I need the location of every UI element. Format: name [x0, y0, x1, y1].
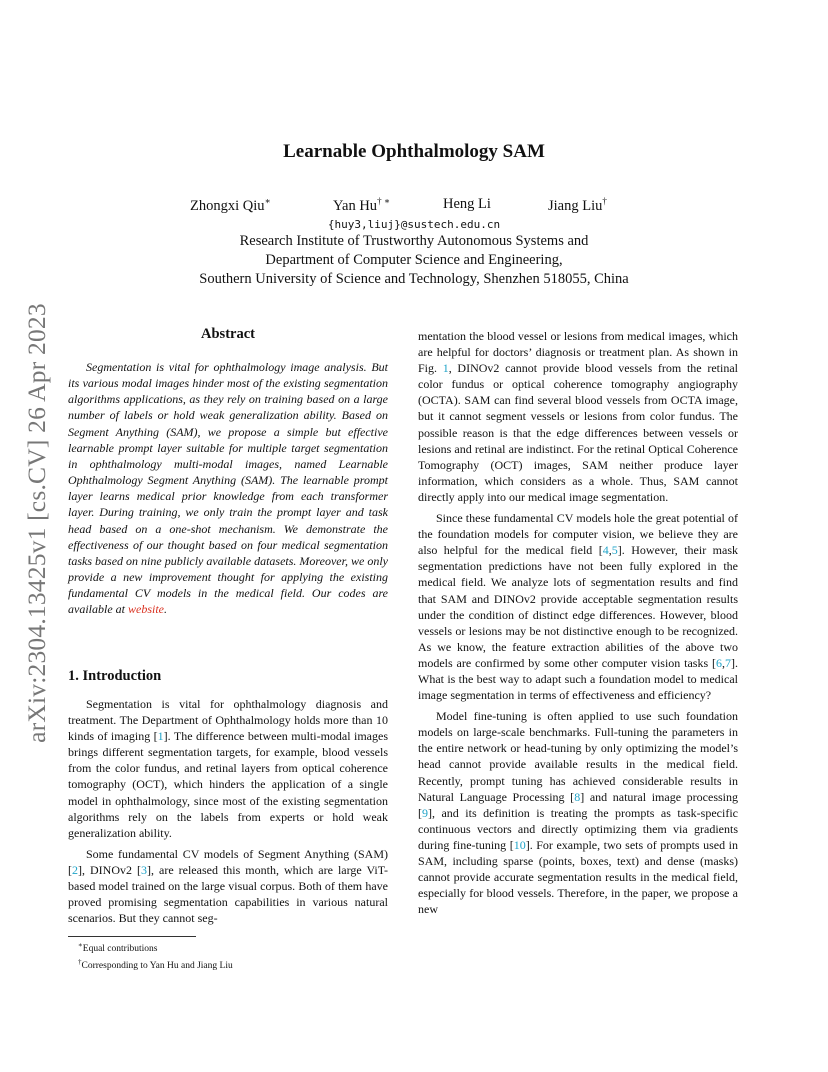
footnotes — [68, 939, 388, 972]
right-paragraph-2 — [418, 510, 738, 703]
footnote-equal-contribution — [68, 939, 388, 956]
code-website-link[interactable]: website — [128, 602, 164, 617]
author-2-name: Yan Hu — [333, 197, 378, 214]
author-4-name: Jiang Liu — [548, 197, 603, 214]
introduction-heading: 1. Introduction — [68, 668, 162, 684]
footnote-divider — [68, 936, 196, 937]
citation-link[interactable]: 8 — [574, 789, 581, 804]
citation-link[interactable]: 5 — [611, 543, 618, 558]
citation-link[interactable]: 7 — [725, 655, 731, 670]
abstract-end: . — [164, 602, 167, 617]
citation-link[interactable]: 1 — [157, 729, 164, 744]
figure-reference-link[interactable]: 1 — [442, 361, 449, 376]
citation-link[interactable]: 4 — [602, 543, 609, 558]
author-4 — [548, 196, 607, 215]
text-run: ]. For example, two sets of prompts used in SAM, including sparse (points, boxes, text) and dense (masks) cannot provide accurate segmentation results in the medical field, especially for blood vessels. Therefore, in the paper, we propose a new — [418, 837, 738, 917]
abstract-paragraph — [68, 359, 388, 618]
paper-title: Learnable Ophthalmology SAM — [283, 141, 545, 162]
abstract-heading: Abstract — [201, 326, 255, 342]
footnote-mark: ∗ — [78, 941, 83, 949]
right-paragraph-1 — [418, 328, 738, 505]
citation-link[interactable]: 3 — [141, 862, 147, 877]
abstract-text: Segmentation is vital for ophthalmology image analysis. But its various modal images hinder most of the existing segmentation algorithms applications, as they rely on training based on a large number of labels or hold weak generalization ability. Based on Segment Anything (SAM), we propose a simple but effective learnable prompt layer suitable for multiple target segmentation in ophthalmology multi-modal images, named Learnable Ophthalmology Segment Anything (SAM). The learnable prompt layer learns medical prior knowledge from each transformer layer. During training, we only train the prompt layer and task head based on a one-shot mechanism. We demonstrate the effectiveness of our thought based on four medical segmentation tasks based on nine publicly available datasets. Moreover, we only provide a new improvement thought for applying the existing fundamental CV models in the medical field. Our codes are available at — [68, 360, 388, 617]
author-2-mark: † ∗ — [377, 196, 390, 206]
author-3-name: Heng Li — [443, 196, 491, 212]
footnote-text: Corresponding to Yan Hu and Jiang Liu — [81, 960, 233, 971]
author-2 — [333, 196, 390, 215]
text-run: ]. However, their mask segmentation predictions have not been fully explored in the medical field. We analyze lots of segmentation results and find that SAM and DINOv2 provide acceptable segmentation results under the condition of distinct edge differences. However, blood vessels or lesions may be not distinctive enough to be recognized. As we know, the feature extraction abilities of the above two models are confirmed by some other computer vision tasks [ — [418, 543, 738, 670]
text-run: , DINOv2 cannot provide blood vessels from the retinal color fundus or optical coherence tomography angiography (OCTA). SAM can find several blood vessels from OCTA image, but it cannot segment vessels or lesions from color fundus. The possible reason is that the edge differences between vessels or lesions and retinal are indistinct. For the retinal Optical Coherence Tomography (OCT) images, SAM neither produce layer information, which considers as a whole. Thus, SAM cannot directly apply into our medical image segmentation. — [418, 361, 738, 504]
text-run: Since these fundamental CV models hole the great potential of the foundation models for computer vision, we believe they are also helpful for the medical field [ — [418, 511, 738, 558]
author-3 — [443, 196, 491, 213]
text-run: , — [722, 655, 725, 670]
text-run: ] and natural image processing [ — [418, 789, 738, 820]
footnote-text: Equal contributions — [82, 944, 158, 955]
author-1 — [190, 196, 271, 215]
text-run: ]. The difference between multi-modal images brings different segmentation targets, for example, blood vessels from the color fundus, and retinal layers from optical coherence tomography (OCT), which hinders the application of a single model in ophthalmology, since most of the existing segmentation algorithms rely on the labels from experts or hold weak generalization ability. — [68, 729, 389, 840]
footnote-corresponding — [68, 956, 388, 973]
right-column — [418, 328, 738, 922]
right-paragraph-3 — [418, 708, 738, 917]
author-1-mark: ∗ — [264, 196, 271, 206]
affiliation-line-1: Research Institute of Trustworthy Autonomous Systems and — [239, 233, 589, 249]
text-run: Segmentation is vital for ophthalmology diagnosis and treatment. The Department of Ophthalmology holds more than 10 kinds of imaging [ — [68, 697, 388, 744]
citation-link[interactable]: 6 — [716, 655, 722, 670]
text-run: ], and its definition is treating the prompts as task-specific continuous vectors and directly optimizing them via gradients during fine-tuning [ — [418, 805, 738, 852]
citation-link[interactable]: 2 — [72, 862, 78, 877]
text-run: Model fine-tuning is often applied to use such foundation models on large-scale benchmarks. Full-tuning the parameters in the entire network or head-tuning by only optimizing the model’s head cannot provide available results in the medical field. Recently, prompt tuning has achieved considerable results in Natural Language Processing [ — [418, 709, 738, 804]
arxiv-stamp-text: arXiv:2304.13425v1 [cs.CV] 26 Apr 2023 — [22, 302, 51, 743]
abstract-body — [68, 359, 388, 618]
affiliation-line-3: Southern University of Science and Technology, Shenzhen 518055, China — [199, 271, 629, 287]
text-run: , — [608, 543, 612, 558]
citation-link[interactable]: 9 — [422, 805, 428, 820]
author-email: {huy3,liuj}@sustech.edu.cn — [327, 218, 501, 231]
text-run: ]. What is the best way to adapt such a foundation model to medical image segmentation in terms of effectiveness and efficiency? — [418, 655, 738, 703]
text-run: ], are released this month, which are large ViT-based model trained on the large visual corpus. Both of them have proved promising segmentation capabilities in various natural scenarios. But they cannot seg- — [68, 862, 388, 926]
footnote-mark: † — [78, 957, 82, 966]
author-1-name: Zhongxi Qiu — [190, 197, 265, 214]
intro-paragraph-1 — [68, 696, 388, 841]
text-run: Some fundamental CV models of Segment Anything (SAM) [ — [68, 846, 388, 877]
introduction-left-column — [68, 696, 388, 931]
author-list — [0, 196, 828, 216]
affiliation-line-2: Department of Computer Science and Engineering, — [265, 252, 563, 268]
author-4-mark: † — [602, 196, 607, 206]
arxiv-identifier-stamp — [22, 285, 52, 760]
citation-link[interactable]: 10 — [513, 837, 526, 852]
intro-paragraph-2 — [68, 846, 388, 926]
text-run: ], DINOv2 [ — [78, 862, 141, 877]
text-run: mentation the blood vessel or lesions from medical images, which are helpful for doctors’ diagnosis or treatment plan. As shown in Fig. — [418, 329, 738, 376]
